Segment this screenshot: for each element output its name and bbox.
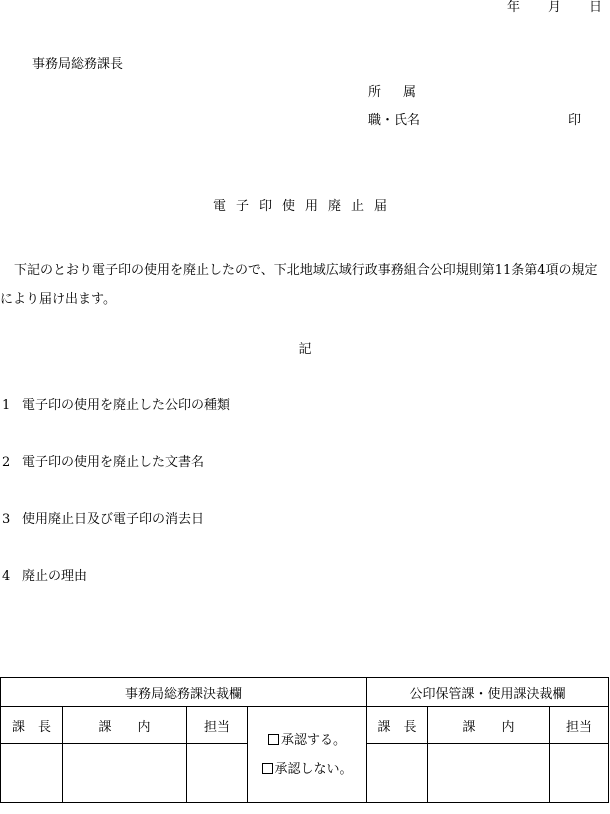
list-item xyxy=(2,512,204,528)
column-staff: 担当 xyxy=(550,707,609,744)
approval-header-secretariat: 事務局総務課決裁欄 xyxy=(1,678,367,707)
seal-mark: 印 xyxy=(568,113,582,128)
item-text: 使用廃止日及び電子印の消去日 xyxy=(22,512,205,527)
item-text: 廃止の理由 xyxy=(22,569,88,584)
item-number: 4 xyxy=(2,569,11,584)
list-item xyxy=(2,455,204,471)
column-staff: 担当 xyxy=(187,707,248,744)
record-mark: 記 xyxy=(298,342,312,357)
seal-cell-section[interactable] xyxy=(63,744,187,803)
approve-label: 承認する。 xyxy=(281,732,347,748)
approval-header-seal-custodian: 公印保管課・使用課決裁欄 xyxy=(367,678,609,707)
column-section: 課 内 xyxy=(428,707,550,744)
seal-cell-chief[interactable] xyxy=(1,744,63,803)
approve-option[interactable] xyxy=(248,726,366,755)
column-chief: 課 長 xyxy=(367,707,428,744)
seal-cell-staff[interactable] xyxy=(550,744,609,803)
name-label: 職・氏名 xyxy=(368,113,421,128)
item-text: 電子印の使用を廃止した文書名 xyxy=(22,455,205,470)
affiliation-label: 所属 xyxy=(368,85,439,100)
date-month: 月 xyxy=(547,0,561,15)
approval-options xyxy=(248,707,367,803)
list-item xyxy=(2,569,87,585)
document-title: 電子印使用廃止届 xyxy=(212,199,397,214)
approve-checkbox[interactable] xyxy=(268,734,279,745)
item-text: 電子印の使用を廃止した公印の種類 xyxy=(22,398,231,413)
seal-cell-section[interactable] xyxy=(428,744,550,803)
date-day: 日 xyxy=(588,0,602,15)
reject-checkbox[interactable] xyxy=(262,763,273,774)
body-paragraph: 下記のとおり電子印の使用を廃止したので、下北地域広域行政事務組合公印規則第11条第4項の規定により届け出ます。 xyxy=(0,263,598,307)
reject-label: 承認しない。 xyxy=(274,761,353,777)
date-line xyxy=(507,0,602,16)
item-number: 3 xyxy=(2,512,11,527)
reject-option[interactable] xyxy=(248,755,366,784)
addressee: 事務局総務課長 xyxy=(32,57,124,72)
column-chief: 課 長 xyxy=(1,707,63,744)
approval-table xyxy=(0,677,609,803)
column-section: 課 内 xyxy=(63,707,187,744)
item-number: 1 xyxy=(2,398,11,413)
date-year: 年 xyxy=(506,0,520,15)
seal-cell-chief[interactable] xyxy=(367,744,428,803)
list-item xyxy=(2,398,230,414)
item-number: 2 xyxy=(2,455,11,470)
seal-cell-staff[interactable] xyxy=(187,744,248,803)
